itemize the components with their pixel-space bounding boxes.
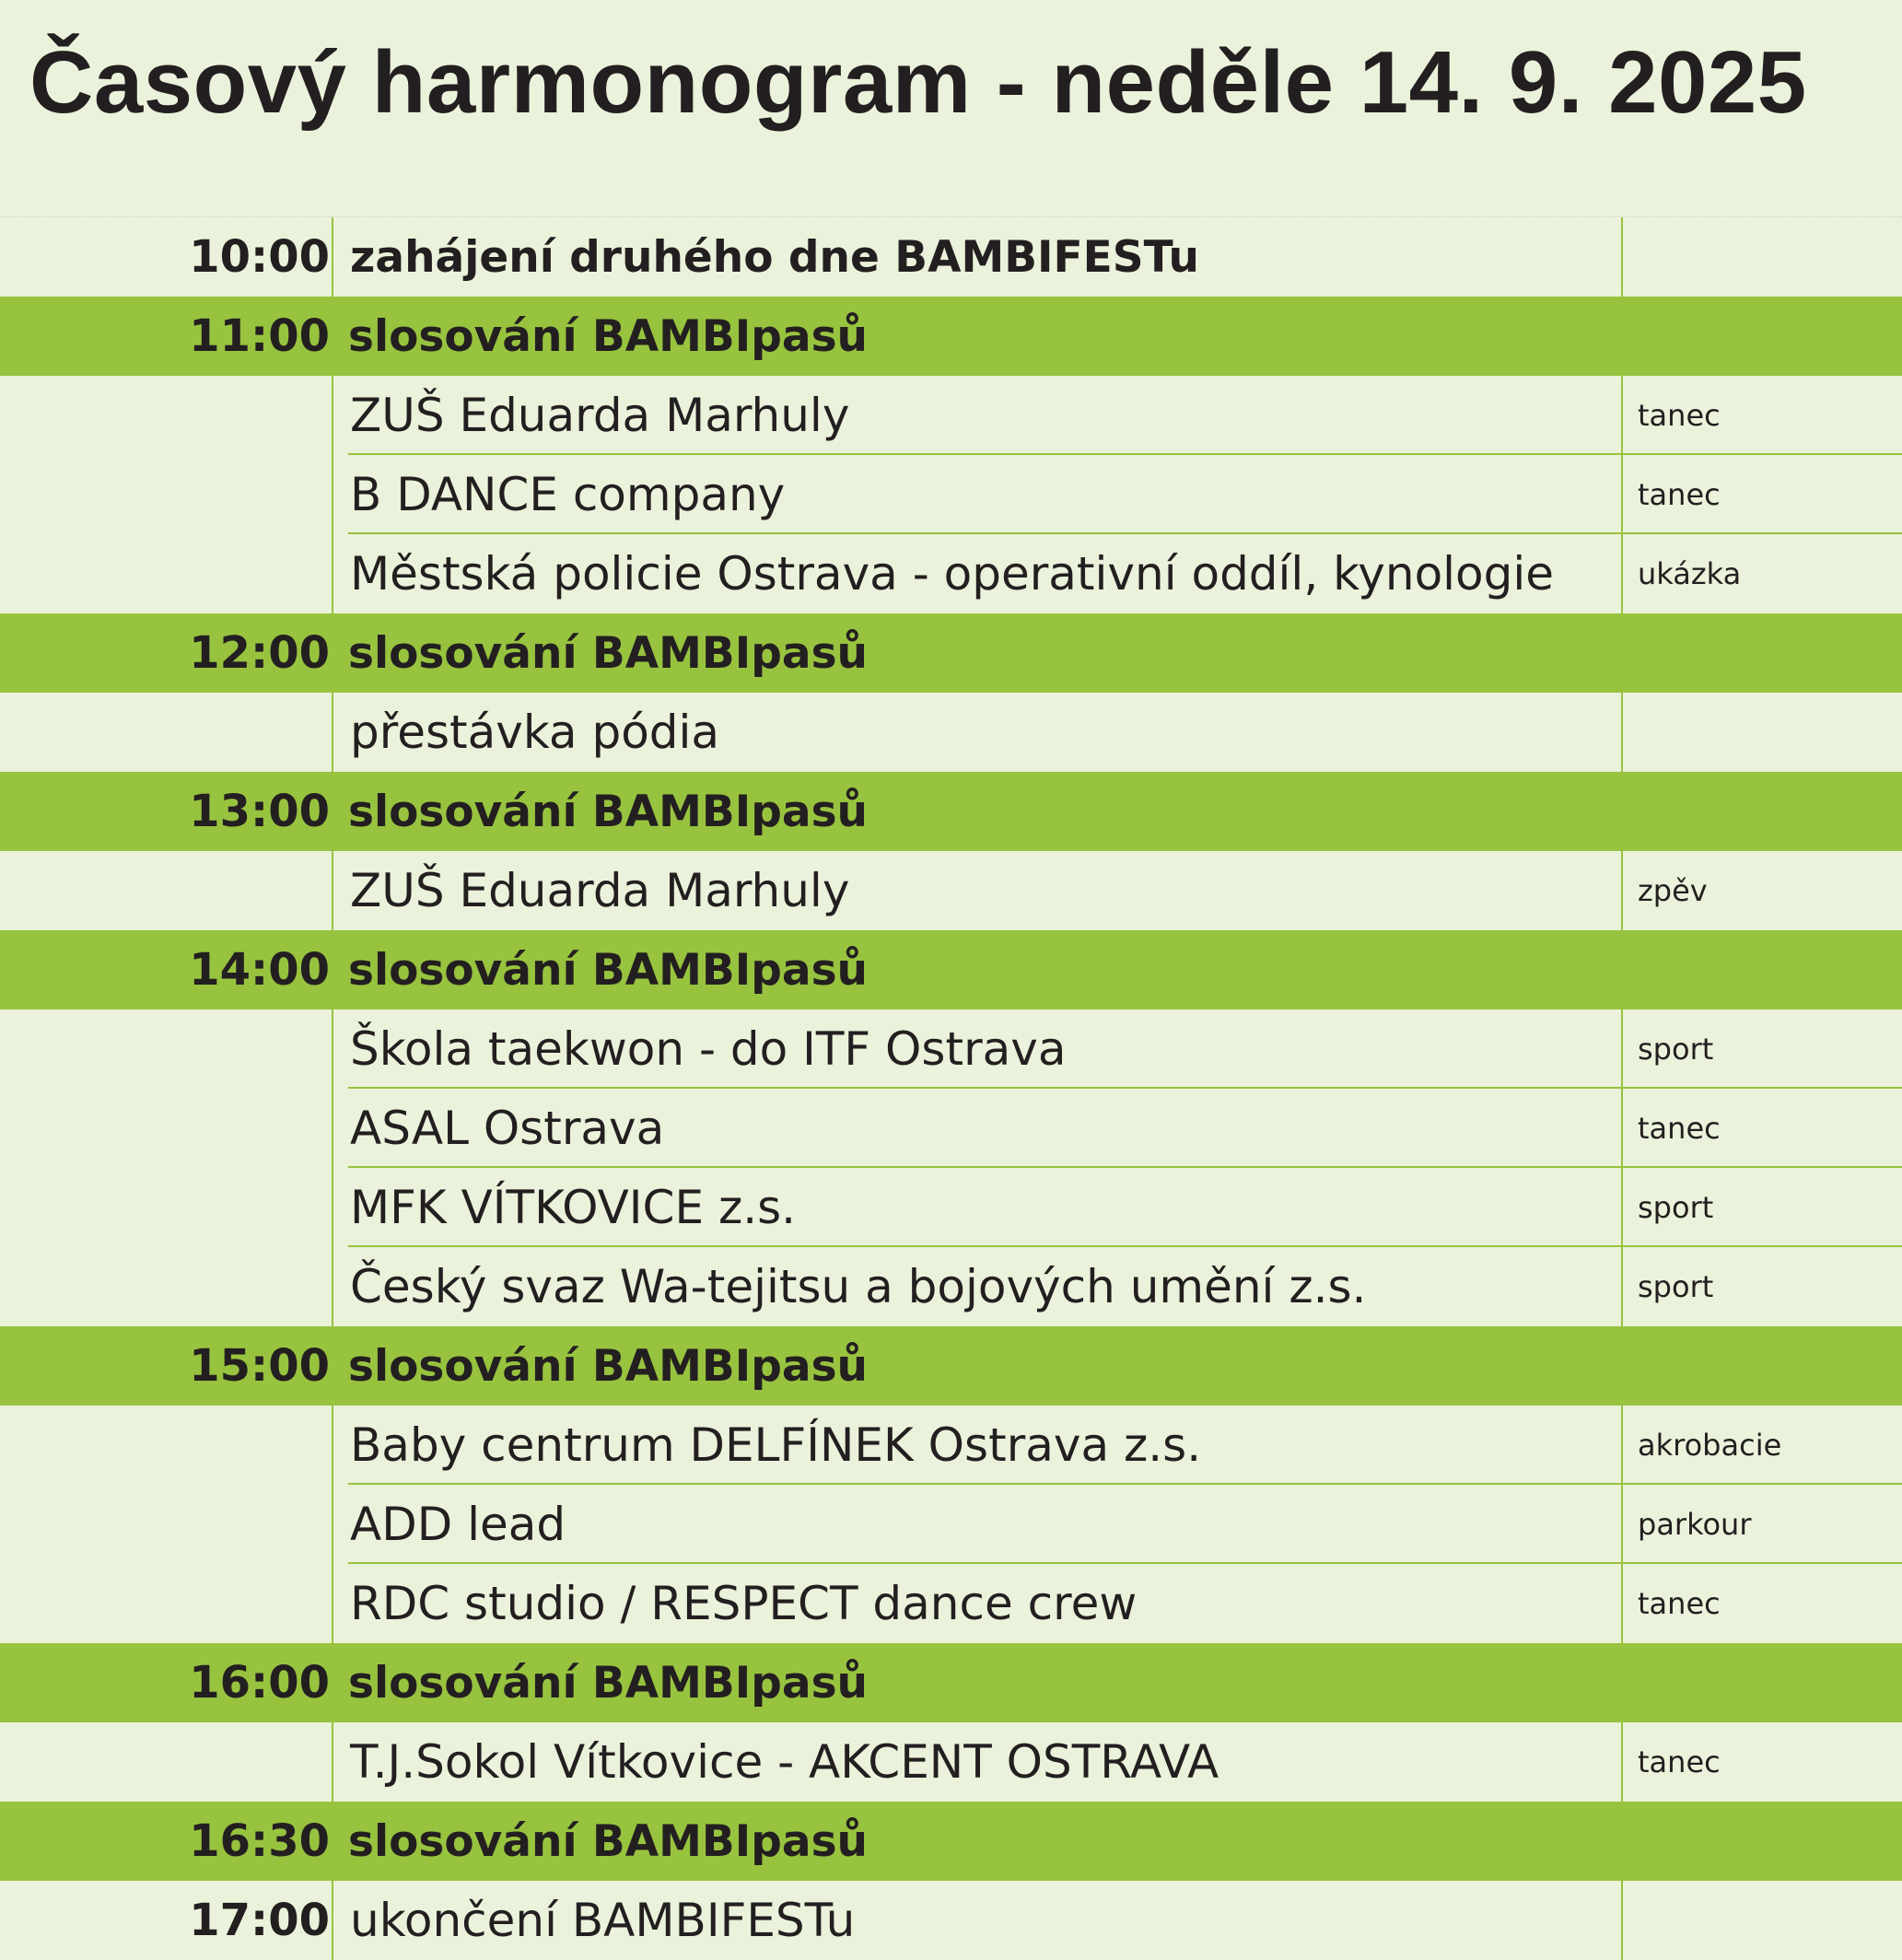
time-label: 17:00 [189, 1895, 330, 1946]
schedule-row [0, 217, 1902, 297]
program-name: slosování BAMBIpasů [348, 786, 868, 837]
time-cell [0, 297, 332, 376]
program-item-row [0, 693, 1902, 772]
program-name: Český svaz Wa-tejitsu a bojových umění z.s. [332, 1247, 1621, 1326]
time-label: 13:00 [189, 786, 330, 837]
time-slot-row [0, 1802, 1902, 1881]
program-name: ZUŠ Eduarda Marhuly [332, 376, 1621, 455]
time-slot-row [0, 1643, 1902, 1722]
program-name: slosování BAMBIpasů [348, 944, 868, 996]
program-item-row [0, 534, 1902, 613]
time-cell [0, 851, 332, 930]
program-name: ZUŠ Eduarda Marhuly [332, 851, 1621, 930]
program-name: Škola taekwon - do ITF Ostrava [332, 1009, 1621, 1089]
time-slot-row [0, 772, 1902, 851]
program-item-row [0, 1247, 1902, 1326]
time-cell [0, 534, 332, 613]
category-label [1621, 1643, 1902, 1722]
category-label: tanec [1621, 376, 1902, 455]
time-cell [0, 930, 332, 1009]
time-cell [0, 1326, 332, 1406]
program-name: ADD lead [332, 1485, 1621, 1564]
category-label: tanec [1621, 1564, 1902, 1643]
time-slot-row [0, 1326, 1902, 1406]
time-cell [0, 1406, 332, 1485]
program-name: Městská policie Ostrava - operativní oddíl, kynologie [332, 534, 1621, 613]
time-cell [0, 693, 332, 772]
category-label [1621, 693, 1902, 772]
time-cell [0, 1168, 332, 1247]
program-name: zahájení druhého dne BAMBIFESTu [332, 217, 1621, 297]
program-item-row [0, 1009, 1902, 1089]
schedule-table [0, 216, 1902, 1960]
time-cell [0, 1643, 332, 1722]
time-label: 10:00 [189, 231, 330, 283]
category-label: sport [1621, 1247, 1902, 1326]
program-name: ukončení BAMBIFESTu [332, 1881, 1621, 1960]
time-slot-row [0, 297, 1902, 376]
category-label: parkour [1621, 1485, 1902, 1564]
category-label [1621, 930, 1902, 1009]
program-item-row [0, 1089, 1902, 1168]
time-cell [0, 1881, 332, 1960]
category-label: sport [1621, 1009, 1902, 1089]
category-label [1621, 1802, 1902, 1881]
time-cell [0, 217, 332, 297]
category-label: sport [1621, 1168, 1902, 1247]
program-name: slosování BAMBIpasů [348, 1340, 868, 1392]
category-label [1621, 772, 1902, 851]
category-label: tanec [1621, 455, 1902, 534]
program-item-row [0, 1564, 1902, 1643]
time-label: 16:30 [189, 1815, 330, 1867]
program-name: přestávka pódia [332, 693, 1621, 772]
time-cell [0, 772, 332, 851]
time-cell [0, 1485, 332, 1564]
program-name: B DANCE company [332, 455, 1621, 534]
time-label: 11:00 [189, 310, 330, 362]
category-label [1621, 1881, 1902, 1960]
category-label [1621, 297, 1902, 376]
program-name: slosování BAMBIpasů [348, 627, 868, 679]
time-cell [0, 1009, 332, 1089]
program-name: ASAL Ostrava [332, 1089, 1621, 1168]
time-cell [0, 1564, 332, 1643]
program-item-row [0, 455, 1902, 534]
category-label [1621, 613, 1902, 693]
time-cell [0, 613, 332, 693]
time-slot-row [0, 930, 1902, 1009]
time-label: 16:00 [189, 1657, 330, 1709]
time-cell [0, 376, 332, 455]
category-label: tanec [1621, 1722, 1902, 1802]
time-label: 15:00 [189, 1340, 330, 1392]
program-item-row [0, 1168, 1902, 1247]
program-item-row [0, 1485, 1902, 1564]
program-name: slosování BAMBIpasů [348, 310, 868, 362]
time-slot-row [0, 613, 1902, 693]
program-name: slosování BAMBIpasů [348, 1657, 868, 1709]
category-label: zpěv [1621, 851, 1902, 930]
program-item-row [0, 851, 1902, 930]
program-item-row [0, 376, 1902, 455]
schedule-row [0, 1881, 1902, 1960]
category-label [1621, 217, 1902, 297]
program-item-row [0, 1406, 1902, 1485]
program-name: slosování BAMBIpasů [348, 1815, 868, 1867]
category-label [1621, 1326, 1902, 1406]
category-label: tanec [1621, 1089, 1902, 1168]
program-name: Baby centrum DELFÍNEK Ostrava z.s. [332, 1406, 1621, 1485]
time-cell [0, 1247, 332, 1326]
time-cell [0, 1802, 332, 1881]
page-title: Časový harmonogram - neděle 14. 9. 2025 [29, 33, 1807, 132]
program-item-row [0, 1722, 1902, 1802]
time-cell [0, 1089, 332, 1168]
program-name: MFK VÍTKOVICE z.s. [332, 1168, 1621, 1247]
time-label: 12:00 [189, 627, 330, 679]
time-label: 14:00 [189, 944, 330, 996]
program-name: T.J.Sokol Vítkovice - AKCENT OSTRAVA [332, 1722, 1621, 1802]
category-label: akrobacie [1621, 1406, 1902, 1485]
program-name: RDC studio / RESPECT dance crew [332, 1564, 1621, 1643]
category-label: ukázka [1621, 534, 1902, 613]
time-cell [0, 1722, 332, 1802]
time-cell [0, 455, 332, 534]
